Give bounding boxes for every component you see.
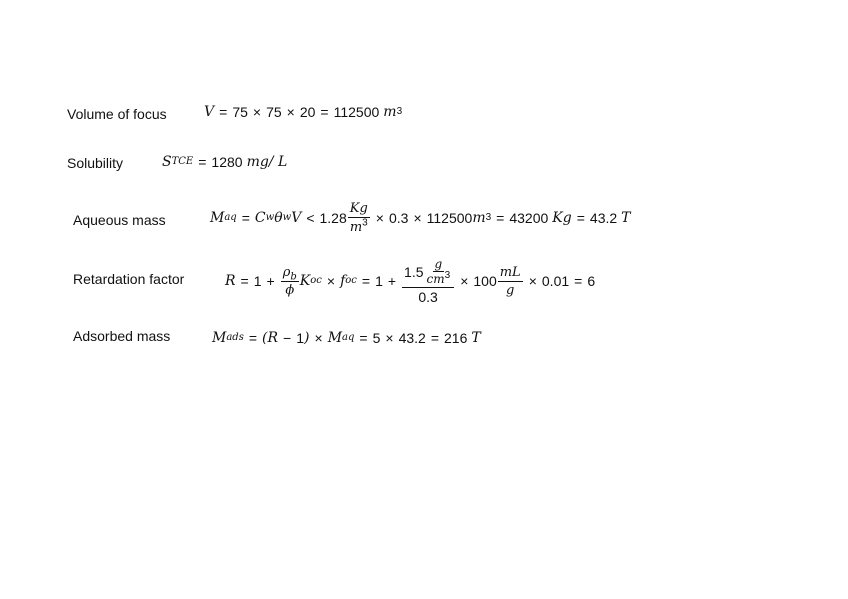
label-volume-of-focus: Volume of focus [67, 106, 167, 122]
eq-rf-result: 6 [587, 273, 596, 289]
eq-aq-equals-3: = [576, 210, 585, 226]
eq-ads-val: 43.2 [398, 330, 426, 346]
eq-aq-cw: C [254, 210, 266, 226]
eq-volume-result: 112500 [333, 104, 380, 120]
eq-rf-foc: f [340, 273, 346, 289]
equation-volume: V = 75 × 75 × 20 = 112500 m 3 [204, 104, 403, 120]
eq-aq-times-2: × [413, 210, 422, 226]
eq-rf-hundredth: 0.01 [541, 273, 570, 289]
eq-ads-var: M [212, 330, 227, 346]
equation-solubility: S TCE = 1280 mg/ L [162, 154, 288, 170]
eq-ads-equals: = [248, 330, 258, 346]
eq-sol-var: S [162, 154, 172, 170]
eq-aq-frac-den-exp: 3 [362, 217, 368, 229]
eq-rf-density-fraction [402, 258, 454, 304]
eq-rf-ml-g-fraction [498, 266, 523, 297]
label-adsorbed-mass: Adsorbed mass [73, 328, 171, 344]
eq-rf-ml: mL [499, 264, 521, 280]
eq-aq-volume: 112500 [426, 210, 473, 226]
eq-rf-equals-3: = [574, 273, 583, 289]
eq-rf-rho-phi-fraction [281, 265, 299, 297]
eq-ads-equals-3: = [430, 330, 440, 346]
eq-rf-density-g: g [434, 257, 443, 271]
eq-rf-hundred: 100 [473, 273, 497, 289]
equation-retardation-factor: R = 1 + $\frac{\rho_b}{\phi}$ K oc × f oc = 1 + 1.5 $\frac{g}{cm^3}$ 0.3 × 100 $\frac{mL}{g}$ × 0.01 = 6 [225, 257, 596, 305]
eq-rf-phi: ϕ [285, 283, 295, 298]
eq-rf-rho-sub: b [290, 271, 297, 283]
eq-aq-theta: θ [274, 210, 283, 226]
eq-ads-minus: − [283, 330, 292, 346]
eq-aq-coef: 1.28 [319, 210, 347, 226]
eq-aq-mid-unit: Kg [552, 210, 572, 226]
eq-aq-mid: 43200 [509, 210, 549, 226]
eq-volume-equals-2: = [320, 104, 329, 120]
eq-ads-times-1: × [314, 330, 323, 346]
eq-ads-equals-2: = [359, 330, 368, 346]
eq-rf-times-1: × [326, 273, 336, 289]
eq-ads-five: 5 [372, 330, 381, 346]
eq-rf-koc: K [299, 273, 311, 289]
eq-rf-g2: g [506, 282, 515, 298]
eq-aq-equals: = [241, 210, 250, 226]
eq-rf-one: 1 [253, 273, 262, 289]
label-aqueous-mass: Aqueous mass [73, 212, 166, 228]
eq-ads-times-2: × [385, 330, 394, 346]
eq-ads-result: 216 [444, 330, 468, 346]
eq-aq-v: V [291, 210, 302, 226]
eq-ads-r: R [267, 330, 279, 346]
eq-aq-vol-unit: m [472, 210, 486, 226]
eq-aq-frac-den: m [349, 220, 363, 235]
eq-aq-times-1: × [375, 210, 384, 226]
eq-aq-fraction [348, 202, 370, 234]
eq-rf-density-unit-fraction [425, 258, 453, 285]
eq-rf-rho: ρ [282, 265, 291, 280]
eq-rf-times-2: × [460, 273, 469, 289]
eq-volume-c: 20 [299, 104, 316, 120]
eq-sol-equals: = [198, 154, 207, 170]
eq-aq-porosity: 0.3 [388, 210, 409, 226]
eq-rf-density-cm: cm [426, 272, 445, 286]
label-retardation-factor: Retardation factor [73, 271, 185, 287]
eq-volume-b: 75 [266, 104, 282, 120]
eq-volume-equals: = [219, 104, 228, 120]
eq-rf-plus: + [266, 273, 275, 289]
eq-aq-frac-num: Kg [349, 201, 368, 216]
eq-rf-var: R [225, 273, 236, 289]
eq-rf-times-3: × [528, 273, 537, 289]
eq-ads-unit: T [471, 330, 481, 346]
eq-aq-equals-2: = [496, 210, 505, 226]
eq-aq-lt: < [306, 210, 315, 226]
eq-rf-equals: = [240, 273, 249, 289]
equation-aqueous-mass: M aq = C w θ w V < 1.28 $\frac{Kg}{m^3}$ × 0.3 × 112500 m 3 = 43200 Kg = 43.2 T [210, 201, 631, 235]
eq-ads-maq: M [327, 330, 343, 346]
eq-aq-result-unit: T [621, 210, 631, 226]
eq-rf-one-2: 1 [375, 273, 383, 289]
eq-rf-density-coef: 1.5 [404, 263, 424, 280]
eq-sol-unit: mg/ L [246, 154, 288, 170]
eq-volume-times-2: × [286, 104, 295, 120]
eq-aq-result: 43.2 [589, 210, 618, 226]
eq-volume-var: V [204, 104, 215, 120]
eq-rf-density-cm-exp: 3 [444, 270, 451, 281]
eq-volume-unit: m [383, 104, 397, 120]
eq-rf-equals-2: = [361, 273, 371, 289]
eq-sol-value: 1280 [211, 154, 243, 170]
eq-ads-close: ) [304, 330, 310, 346]
eq-rf-porosity: 0.3 [418, 289, 438, 305]
eq-rf-plus-2: + [387, 273, 397, 289]
label-solubility: Solubility [67, 155, 124, 171]
eq-volume-times-1: × [252, 104, 262, 120]
eq-aq-var: M [210, 210, 225, 226]
eq-volume-a: 75 [232, 104, 248, 120]
equation-adsorbed-mass: M ads = ( R − 1 ) × M aq = 5 × 43.2 = 216 T [212, 330, 481, 346]
eq-ads-open: ( [262, 330, 268, 346]
eq-ads-one: 1 [296, 330, 305, 346]
